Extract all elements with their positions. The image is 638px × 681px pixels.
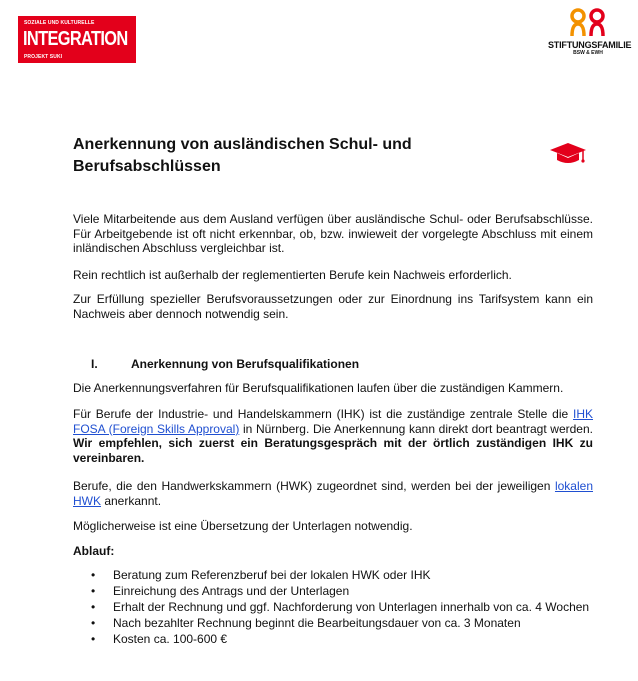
intro-paragraph-3: Zur Erfüllung spezieller Berufsvoraussetzungen oder zur Einordnung ins Tarifsystem kann ein Nachweis aber dennoch notwendig sein. <box>73 292 593 321</box>
section-intro: Die Anerkennungsverfahren für Berufsqualifikationen laufen über die zuständigen Kammern. <box>73 381 564 395</box>
section-title: Anerkennung von Berufsqualifikationen <box>131 357 360 371</box>
section-number: I. <box>91 357 98 371</box>
page-title: Anerkennung von ausländischen Schul- und Berufsabschlüssen <box>73 136 412 175</box>
translation-note: Möglicherweise ist eine Übersetzung der Unterlagen notwendig. <box>73 519 413 533</box>
section-heading <box>73 357 359 372</box>
people-logo-icon <box>568 8 608 38</box>
ihk-text: Für Berufe der Industrie- und Handelskammern (IHK) ist die zuständige zentrale Stelle die <box>73 407 573 421</box>
lokale-hwk-link[interactable]: lokalen HWK <box>73 479 593 508</box>
list-item: • Kosten ca. 100-600 € <box>73 632 593 647</box>
intro-paragraph-1: Viele Mitarbeitende aus dem Ausland verfügen über ausländische Schul- oder Berufsabschlüsse. Für Arbeitgebende ist oft nicht erkennbar, ob, bzw. inwieweit der vorgelegte Abschluss mit einem inländischen Abschluss vergleichbar ist. <box>73 212 593 255</box>
hwk-text: Berufe, die den Handwerkskammern (HWK) zugeordnet sind, werden bei der jeweiligen <box>73 479 555 493</box>
ihk-recommendation: Wir empfehlen, sich zuerst ein Beratungsgespräch mit der örtlich zuständigen IHK zu vereinbaren. <box>73 436 593 465</box>
ihk-fosa-link[interactable]: IHK FOSA (Foreign Skills Approval) <box>73 407 593 436</box>
intro-paragraph-2: Rein rechtlich ist außerhalb der reglementierten Berufe kein Nachweis erforderlich. <box>73 268 512 282</box>
list-item: • Beratung zum Referenzberuf bei der lokalen HWK oder IHK <box>73 568 593 583</box>
logo-project: PROJEKT SUKI <box>24 54 63 60</box>
ihk-text-after: in Nürnberg. Die Anerkennung kann direkt dort beantragt werden. <box>239 421 593 436</box>
hwk-paragraph <box>73 479 593 508</box>
list-item: • Nach bezahlter Rechnung beginnt die Bearbeitungsdauer von ca. 3 Monaten <box>73 616 593 631</box>
ihk-paragraph <box>73 407 593 465</box>
hwk-text-after: anerkannt. <box>101 493 162 508</box>
logo-tagline: SOZIALE UND KULTURELLE <box>24 20 95 26</box>
logo-name: STIFTUNGSFAMILIE <box>548 40 632 50</box>
ablauf-list <box>73 568 593 648</box>
list-item: • Einreichung des Antrags und der Unterlagen <box>73 584 593 599</box>
graduation-cap-icon <box>549 141 587 167</box>
ablauf-label: Ablauf: <box>73 544 115 558</box>
integration-logo <box>18 16 136 63</box>
logo-title: INTEGRATION <box>23 28 128 50</box>
logo-sub: BSW & EWH <box>573 50 603 56</box>
stiftungsfamilie-logo <box>548 8 632 68</box>
list-item: • Erhalt der Rechnung und ggf. Nachforderung von Unterlagen innerhalb von ca. 4 Wochen <box>73 600 593 615</box>
